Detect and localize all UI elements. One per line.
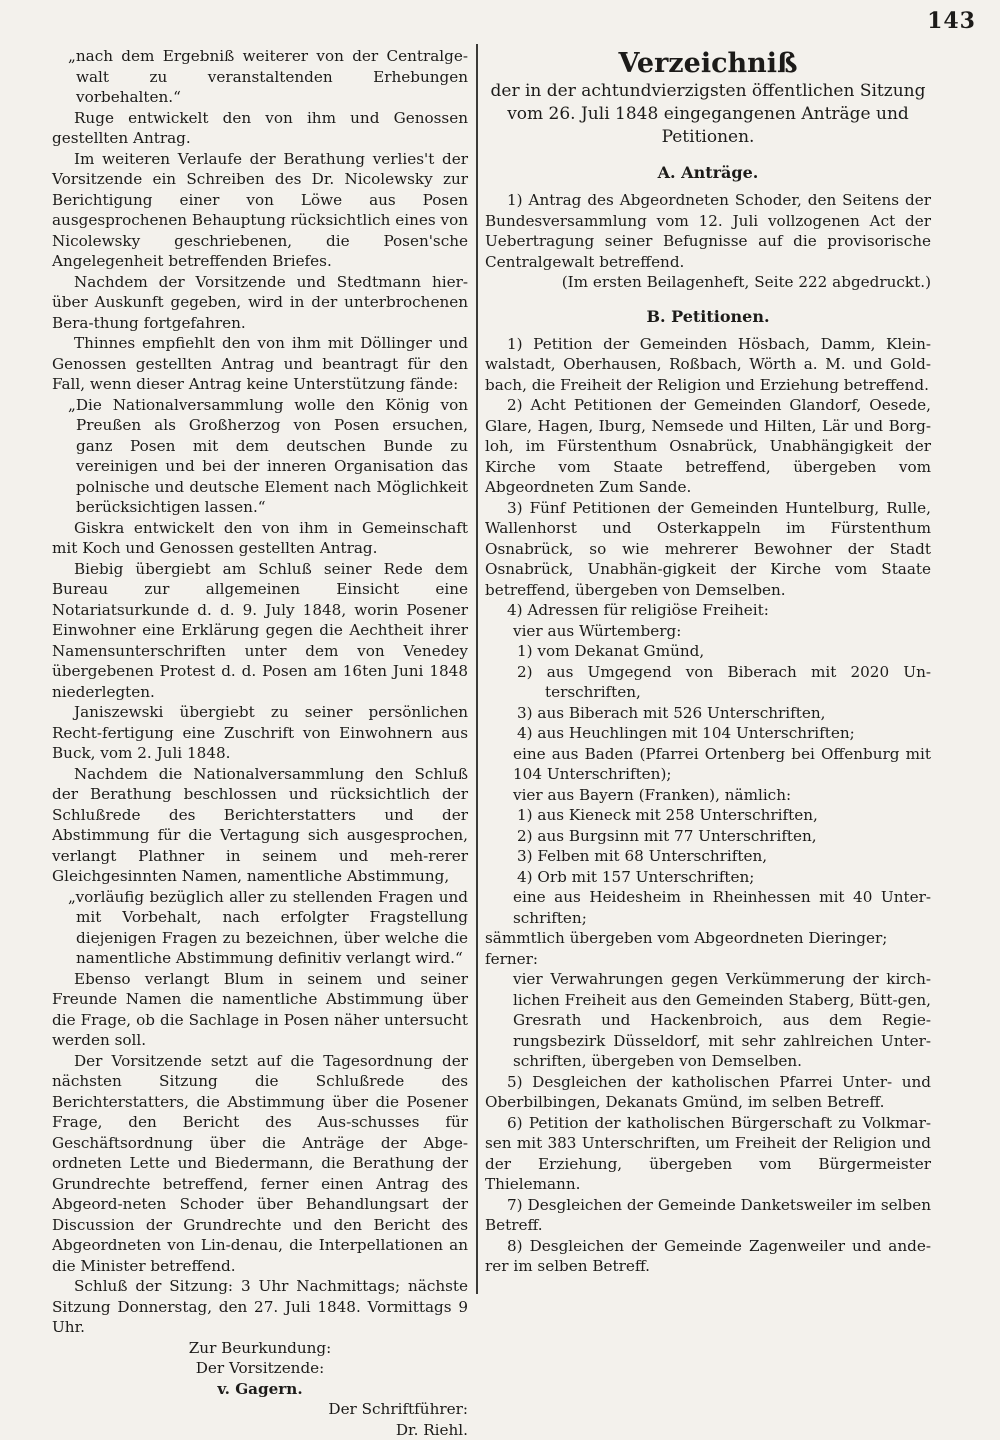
column-divider: [476, 44, 478, 1294]
paragraph: Nachdem die Nationalversammlung den Schluß der Berathung beschlossen und rücksichtlich der Schlußrede des Berichterstatters und der Abstimmung für die Vertagung sich ausgesprochen, verlangt Plathner in seinem und meh-rerer Gleichgesinnten Namen, namentliche Abstimmung,: [52, 764, 468, 887]
paragraph: Ruge entwickelt den von ihm und Genossen gestellten Antrag.: [52, 108, 468, 149]
entry: sämmtlich übergeben vom Abgeordneten Dieringer;: [485, 928, 931, 949]
entry: 6) Petition der katholischen Bürgerschaft zu Volkmar-sen mit 383 Unterschriften, um Freiheit der Religion und der Erziehung, übergeben vom Bürgermeister Thielemann.: [485, 1113, 931, 1195]
entry: vier Verwahrungen gegen Verkümmerung der kirch-lichen Freiheit aus den Gemeinden Staberg, Bütt-gen, Gresrath und Hackenbroich, aus dem Regie-rungsbezirk Düsseldorf, mit sehr zahlreichen Unter-schriften, übergeben von Demselben.: [513, 969, 931, 1072]
section-b-list: [485, 334, 931, 1277]
paragraph: „nach dem Ergebniß weiterer von der Centralge-walt zu veranstaltenden Erhebungen vorbehalten.“: [76, 46, 468, 108]
paragraph: Der Vorsitzende:: [52, 1358, 468, 1379]
paragraph: „vorläufig bezüglich aller zu stellenden Fragen und mit Vorbehalt, nach erfolgter Fragstellung diejenigen Fragen zu bezeichnen, über welche die namentliche Abstimmung definitiv verlangt wird.“: [76, 887, 468, 969]
right-column: [485, 46, 931, 1277]
left-column: [52, 46, 468, 1440]
paragraph: Im weiteren Verlaufe der Berathung verlies't der Vorsitzende ein Schreiben des Dr. Nicolewsky zur Berichtigung einer von Löwe aus Posen ausgesprochenen Behauptung rücksichtlich eines von Nicolewsky geschriebenen, die Posen'sche Angelegenheit betreffenden Briefes.: [52, 149, 468, 272]
entry: 8) Desgleichen der Gemeinde Zagenweiler und ande-rer im selben Betreff.: [485, 1236, 931, 1277]
paragraph: Nachdem der Vorsitzende und Stedtmann hier-über Auskunft gegeben, wird in der unterbrochenen Bera-thung fortgefahren.: [52, 272, 468, 334]
register-subtitle: der in der achtundvierzigsten öffentlichen Sitzung vom 26. Juli 1848 eingegangenen Anträge und Petitionen.: [485, 80, 931, 149]
entry: 4) Orb mit 157 Unterschriften;: [545, 867, 931, 888]
entry: 1) aus Kieneck mit 258 Unterschriften,: [545, 805, 931, 826]
entry: eine aus Heidesheim in Rheinhessen mit 40 Unter-schriften;: [513, 887, 931, 928]
paragraph: v. Gagern.: [52, 1379, 468, 1400]
paragraph: Zur Beurkundung:: [52, 1338, 468, 1359]
entry: vier aus Würtemberg:: [513, 621, 931, 642]
paragraph: Der Schriftführer:: [52, 1399, 468, 1420]
page-number: 143: [927, 8, 976, 34]
paragraph: Dr. Riehl.: [52, 1420, 468, 1440]
entry: 4) aus Heuchlingen mit 104 Unterschriften;: [545, 723, 931, 744]
entry: (Im ersten Beilagenheft, Seite 222 abgedruckt.): [485, 272, 931, 293]
paragraph: Der Vorsitzende setzt auf die Tagesordnung der nächsten Sitzung die Schlußrede des Berichterstatters, die Abstimmung über die Posener Frage, den Bericht des Aus-schusses für Geschäftsordnung über die Anträge der Abge-ordneten Lette und Biedermann, die Berathung der Grundrechte betreffend, ferner einen Antrag des Abgeord-neten Schoder über Behandlungsart der Discussion der Grundrechte und den Bericht des Abgeordneten von Lin-denau, die Interpellationen an die Minister betreffend.: [52, 1051, 468, 1277]
section-a-heading: A. Anträge.: [485, 163, 931, 182]
entry: 4) Adressen für religiöse Freiheit:: [485, 600, 931, 621]
paragraph: Giskra entwickelt den von ihm in Gemeinschaft mit Koch und Genossen gestellten Antrag.: [52, 518, 468, 559]
entry: 3) Fünf Petitionen der Gemeinden Huntelburg, Rulle, Wallenhorst und Osterkappeln im Fürstenthum Osnabrück, so wie mehrerer Bewohner der Stadt Osnabrück, Unabhän-gigkeit der Kirche vom Staate betreffend, übergeben von Demselben.: [485, 498, 931, 601]
section-a-list: [485, 190, 931, 293]
entry: 2) Acht Petitionen der Gemeinden Glandorf, Oesede, Glare, Hagen, Iburg, Nemsede und Hilten, Lär und Borg-loh, im Fürstenthum Osnabrück, Unabhängigkeit der Kirche vom Staate betreffend, übergeben vom Abgeordneten Zum Sande.: [485, 395, 931, 498]
entry: 2) aus Burgsinn mit 77 Unterschriften,: [545, 826, 931, 847]
entry: 3) aus Biberach mit 526 Unterschriften,: [545, 703, 931, 724]
paragraph: Janiszewski übergiebt zu seiner persönlichen Recht-fertigung eine Zuschrift von Einwohnern aus Buck, vom 2. Juli 1848.: [52, 702, 468, 764]
paragraph: Biebig übergiebt am Schluß seiner Rede dem Bureau zur allgemeinen Einsicht eine Notariatsurkunde d. d. 9. July 1848, worin Posener Einwohner eine Erklärung gegen die Aechtheit ihrer Namensunterschriften unter dem von Venedey übergebenen Protest d. d. Posen am 16ten Juni 1848 niederlegten.: [52, 559, 468, 703]
paragraph: Ebenso verlangt Blum in seinem und seiner Freunde Namen die namentliche Abstimmung über die Frage, ob die Sachlage in Posen näher untersucht werden soll.: [52, 969, 468, 1051]
entry: eine aus Baden (Pfarrei Ortenberg bei Offenburg mit 104 Unterschriften);: [513, 744, 931, 785]
register-title: Verzeichniß: [485, 48, 931, 80]
section-b-heading: B. Petitionen.: [485, 307, 931, 326]
entry: vier aus Bayern (Franken), nämlich:: [513, 785, 931, 806]
entry: 7) Desgleichen der Gemeinde Danketsweiler im selben Betreff.: [485, 1195, 931, 1236]
entry: 1) vom Dekanat Gmünd,: [545, 641, 931, 662]
entry: 2) aus Umgegend von Biberach mit 2020 Un-terschriften,: [545, 662, 931, 703]
entry: 1) Antrag des Abgeordneten Schoder, den Seitens der Bundesversammlung vom 12. Juli vollzogenen Act der Uebertragung seiner Befugnisse auf die provisorische Centralgewalt betreffend.: [485, 190, 931, 272]
paragraph: Schluß der Sitzung: 3 Uhr Nachmittags; nächste Sitzung Donnerstag, den 27. Juli 1848. Vormittags 9 Uhr.: [52, 1276, 468, 1338]
entry: ferner:: [485, 949, 931, 970]
paragraph: Thinnes empfiehlt den von ihm mit Döllinger und Genossen gestellten Antrag und beantragt für den Fall, wenn dieser Antrag keine Unterstützung fände:: [52, 333, 468, 395]
entry: 5) Desgleichen der katholischen Pfarrei Unter- und Oberbilbingen, Dekanats Gmünd, im selben Betreff.: [485, 1072, 931, 1113]
entry: 1) Petition der Gemeinden Hösbach, Damm, Klein-walstadt, Oberhausen, Roßbach, Wörth a. M. und Gold-bach, die Freiheit der Religion und Erziehung betreffend.: [485, 334, 931, 396]
entry: 3) Felben mit 68 Unterschriften,: [545, 846, 931, 867]
paragraph: „Die Nationalversammlung wolle den König von Preußen als Großherzog von Posen ersuchen, ganz Posen mit dem deutschen Bunde zu vereinigen und bei der inneren Organisation das polnische und deutsche Element nach Möglichkeit berücksichtigen lassen.“: [76, 395, 468, 518]
